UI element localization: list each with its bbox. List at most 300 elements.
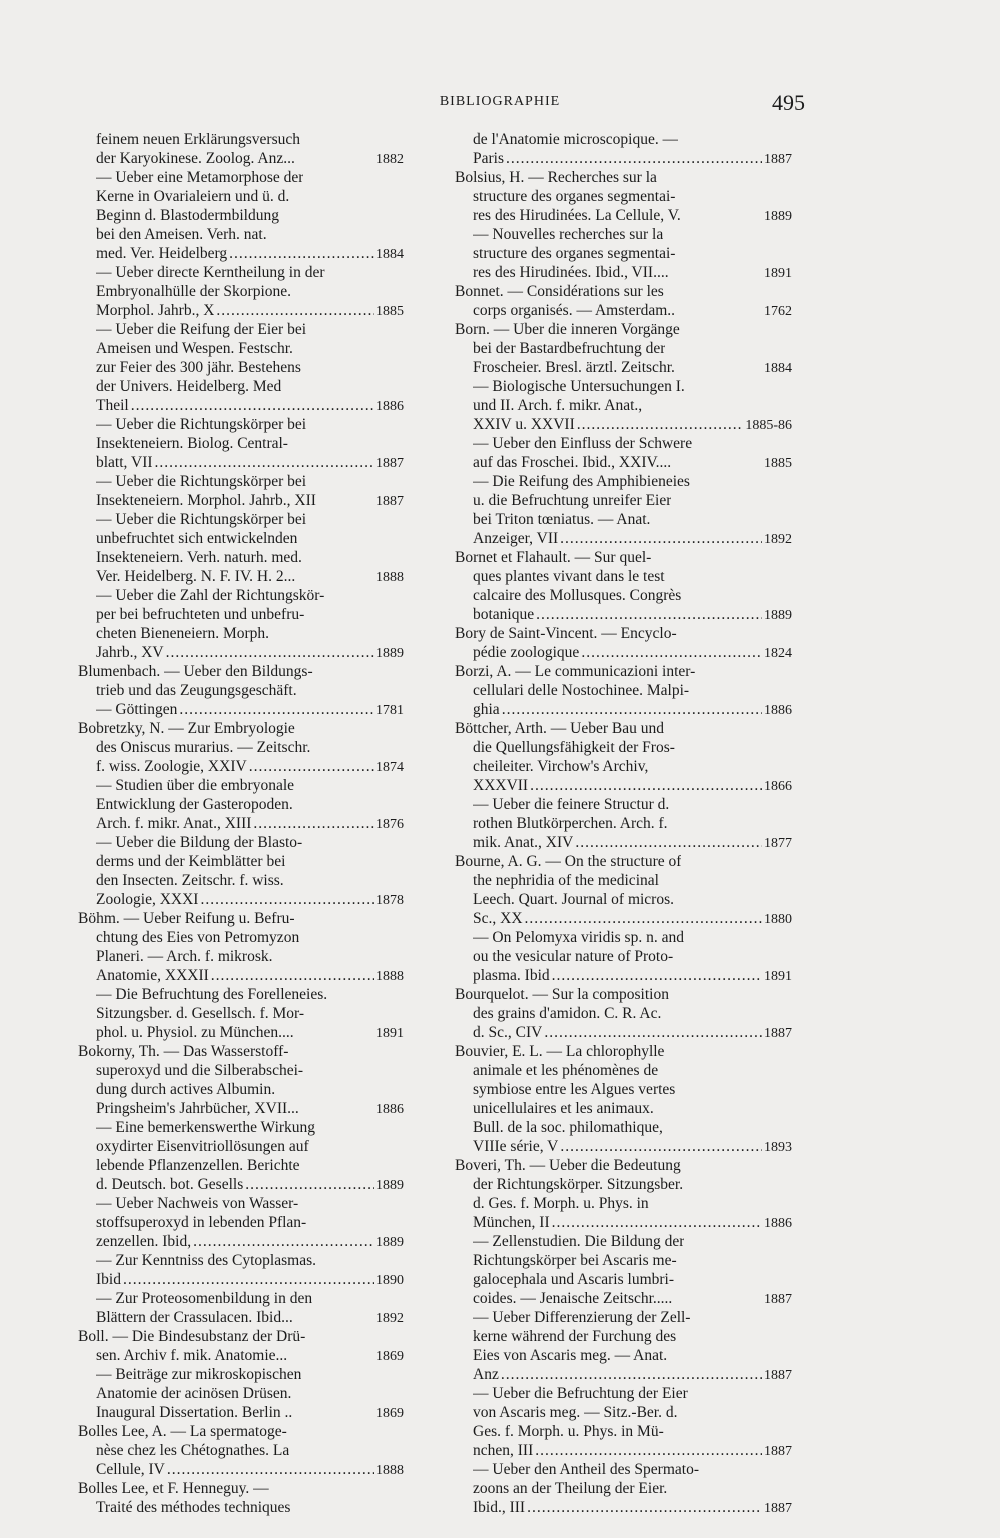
entry-text: Froscheier. Bresl. ärztl. Zeitschr.	[473, 359, 675, 376]
bibliography-line	[455, 567, 792, 586]
bibliography-line	[78, 320, 404, 339]
bibliography-line	[78, 453, 404, 472]
bibliography-line	[78, 1460, 404, 1479]
bibliography-line	[78, 282, 404, 301]
bibliography-line	[455, 187, 792, 206]
entry-text: — Zellenstudien. Die Bildung der	[473, 1233, 685, 1250]
entry-text: d. Ges. f. Morph. u. Phys. in	[473, 1195, 649, 1212]
bibliography-line	[455, 928, 792, 947]
bibliography-line	[455, 1080, 792, 1099]
entry-text: res des Hirudinées. Ibid., VII....	[473, 264, 669, 281]
leader-dots	[560, 1137, 762, 1156]
bibliography-line	[455, 738, 792, 757]
bibliography-line	[455, 301, 792, 320]
bibliography-line	[78, 358, 404, 377]
bibliography-line	[78, 985, 404, 1004]
entry-text: Leech. Quart. Journal of micros.	[473, 891, 675, 908]
bibliography-line	[78, 624, 404, 643]
entry-text: — Zur Kenntniss des Cytoplasmas.	[96, 1252, 316, 1269]
entry-text: Jahrb., XV	[96, 644, 164, 661]
entry-text: animale et les phénomènes de	[473, 1062, 659, 1079]
entry-text: de l'Anatomie microscopique. —	[473, 131, 679, 148]
entry-text: the nephridia of the medicinal	[473, 872, 659, 889]
bibliography-line	[455, 282, 792, 301]
entry-text: auf das Froschei. Ibid., XXIV....	[473, 454, 672, 471]
entry-text: Ver. Heidelberg. N. F. IV. H. 2...	[96, 568, 296, 585]
bibliography-line	[455, 1422, 792, 1441]
bibliography-line	[455, 852, 792, 871]
entry-text: der Karyokinese. Zoolog. Anz...	[96, 150, 295, 167]
entry-year: 1893	[764, 1140, 792, 1155]
bibliography-line	[455, 1099, 792, 1118]
bibliography-line	[78, 1498, 404, 1517]
entry-text: — Nouvelles recherches sur la	[473, 226, 664, 243]
bibliography-line	[455, 1061, 792, 1080]
entry-year: 1762	[764, 304, 792, 319]
bibliography-line	[78, 149, 404, 168]
entry-text: ques plantes vivant dans le test	[473, 568, 665, 585]
bibliography-line	[455, 947, 792, 966]
bibliography-line	[455, 434, 792, 453]
entry-year: 1886	[376, 1102, 404, 1117]
leader-dots	[527, 1498, 762, 1517]
bibliography-line	[455, 1042, 792, 1061]
entry-text: symbiose entre les Algues vertes	[473, 1081, 676, 1098]
entry-text: Ges. f. Morph. u. Phys. in Mü-	[473, 1423, 664, 1440]
entry-text: Bull. de la soc. philomathique,	[473, 1119, 663, 1136]
entry-year: 1874	[376, 760, 404, 775]
leader-dots	[155, 453, 374, 472]
entry-text: zoons an der Theilung der Eier.	[473, 1480, 668, 1497]
bibliography-line	[455, 1194, 792, 1213]
entry-year: 1887	[764, 1501, 792, 1516]
entry-text: Bobretzky, N. — Zur Embryologie	[78, 720, 295, 737]
entry-text: trieb und das Zeugungsgeschäft.	[96, 682, 297, 699]
entry-text: Bokorny, Th. — Das Wasserstoff-	[78, 1043, 289, 1060]
entry-text: — Ueber die Bildung der Blasto-	[96, 834, 303, 851]
bibliography-line	[455, 510, 792, 529]
bibliography-line	[78, 529, 404, 548]
bibliography-line	[455, 1479, 792, 1498]
bibliography-line	[455, 1023, 792, 1042]
entry-text: — Beiträge zur mikroskopischen	[96, 1366, 302, 1383]
entry-year: 1887	[764, 1026, 792, 1041]
bibliography-line	[78, 814, 404, 833]
entry-text: Bourne, A. G. — On the structure of	[455, 853, 682, 870]
bibliography-line	[455, 757, 792, 776]
entry-text: structure des organes segmentai-	[473, 188, 676, 205]
bibliography-line	[455, 871, 792, 890]
entry-year: 1884	[376, 247, 404, 262]
entry-year: 1887	[764, 1444, 792, 1459]
bibliography-line	[78, 301, 404, 320]
entry-text: coides. — Jenaische Zeitschr.....	[473, 1290, 673, 1307]
entry-text: Anatomie der acinösen Drüsen.	[96, 1385, 292, 1402]
entry-text: Inaugural Dissertation. Berlin ..	[96, 1404, 293, 1421]
bibliography-line	[78, 377, 404, 396]
bibliography-line	[455, 377, 792, 396]
leader-dots	[249, 757, 374, 776]
bibliography-line	[78, 776, 404, 795]
entry-text: XXIV u. XXVII	[473, 416, 575, 433]
leader-dots	[216, 301, 374, 320]
entry-text: galocephala und Ascaris lumbri-	[473, 1271, 675, 1288]
entry-text: — Biologische Untersuchungen I.	[473, 378, 685, 395]
entry-text: superoxyd und die Silberabschei-	[96, 1062, 304, 1079]
entry-year: 1889	[376, 1235, 404, 1250]
bibliography-line	[455, 966, 792, 985]
bibliography-line	[78, 1232, 404, 1251]
entry-year: 1878	[376, 893, 404, 908]
leader-dots	[552, 966, 762, 985]
entry-text: Arch. f. mikr. Anat., XIII	[96, 815, 252, 832]
bibliography-line	[455, 605, 792, 624]
entry-year: 1892	[764, 532, 792, 547]
bibliography-line	[455, 700, 792, 719]
entry-year: 1866	[764, 779, 792, 794]
leader-dots	[552, 1213, 762, 1232]
entry-text: Böhm. — Ueber Reifung u. Befru-	[78, 910, 295, 927]
entry-year: 1882	[376, 152, 404, 167]
entry-text: corps organisés. — Amsterdam..	[473, 302, 676, 319]
entry-year: 1891	[764, 266, 792, 281]
entry-text: cellulari delle Nostochinee. Malpi-	[473, 682, 690, 699]
bibliography-line	[78, 1365, 404, 1384]
bibliography-line	[78, 928, 404, 947]
entry-text: sen. Archiv f. mik. Anatomie...	[96, 1347, 288, 1364]
entry-text: Entwicklung der Gasteropoden.	[96, 796, 293, 813]
leader-dots	[193, 1232, 374, 1251]
entry-text: u. die Befruchtung unreifer Eier	[473, 492, 672, 509]
bibliography-line	[455, 415, 792, 434]
entry-text: ghia	[473, 701, 500, 718]
bibliography-line	[455, 909, 792, 928]
bibliography-line	[78, 1403, 404, 1422]
bibliography-line	[78, 263, 404, 282]
bibliography-line	[78, 510, 404, 529]
bibliography-line	[455, 776, 792, 795]
entry-text: oxydirter Eisenvitriollösungen auf	[96, 1138, 309, 1155]
entry-year: 1781	[376, 703, 404, 718]
leader-dots	[501, 1365, 762, 1384]
entry-text: stoffsuperoxyd in lebenden Pflan-	[96, 1214, 307, 1231]
entry-text: die Quellungsfähigkeit der Fros-	[473, 739, 675, 756]
entry-text: Sitzungsber. d. Gesellsch. f. Mor-	[96, 1005, 305, 1022]
bibliography-line	[78, 681, 404, 700]
bibliography-line	[78, 586, 404, 605]
entry-year: 1885	[376, 304, 404, 319]
entry-text: Pringsheim's Jahrbücher, XVII...	[96, 1100, 299, 1117]
entry-year: 1885-86	[745, 418, 792, 433]
leader-dots	[229, 244, 374, 263]
bibliography-line	[455, 1118, 792, 1137]
leader-dots	[536, 605, 762, 624]
bibliography-line	[455, 1270, 792, 1289]
entry-year: 1889	[376, 646, 404, 661]
entry-text: Cellule, IV	[96, 1461, 165, 1478]
leader-dots	[200, 890, 374, 909]
entry-text: Planeri. — Arch. f. mikrosk.	[96, 948, 273, 965]
bibliography-line	[455, 472, 792, 491]
entry-text: — Ueber die Reifung der Eier bei	[96, 321, 307, 338]
entry-text: zenzellen. Ibid,	[96, 1233, 192, 1250]
page-number: 495	[772, 90, 805, 115]
entry-text: mik. Anat., XIV	[473, 834, 574, 851]
bibliography-line	[78, 1194, 404, 1213]
entry-text: Böttcher, Arth. — Ueber Bau und	[455, 720, 665, 737]
leader-dots	[166, 643, 374, 662]
entry-text: nèse chez les Chétognathes. La	[96, 1442, 290, 1459]
bibliography-line	[78, 871, 404, 890]
entry-text: Eies von Ascaris meg. — Anat.	[473, 1347, 668, 1364]
bibliography-line	[455, 1365, 792, 1384]
entry-text: plasma. Ibid	[473, 967, 550, 984]
entry-text: cheileiter. Virchow's Archiv,	[473, 758, 649, 775]
entry-text: der Univers. Heidelberg. Med	[96, 378, 282, 395]
bibliography-line	[78, 434, 404, 453]
entry-text: Insekteneiern. Morphol. Jahrb., XII	[96, 492, 316, 509]
bibliography-line	[78, 738, 404, 757]
bibliography-line	[78, 947, 404, 966]
bibliography-line	[78, 548, 404, 567]
entry-text: — Göttingen	[96, 701, 178, 718]
bibliography-line	[455, 491, 792, 510]
bibliography-line	[455, 624, 792, 643]
entry-text: Richtungskörper bei Ascaris me-	[473, 1252, 677, 1269]
bibliography-line	[78, 1479, 404, 1498]
bibliography-line	[78, 244, 404, 263]
bibliography-line	[455, 320, 792, 339]
bibliography-line	[78, 1308, 404, 1327]
bibliography-line	[78, 852, 404, 871]
entry-text: d. Sc., CIV	[473, 1024, 543, 1041]
bibliography-line	[455, 814, 792, 833]
entry-text: blatt, VII	[96, 454, 153, 471]
bibliography-line	[455, 1327, 792, 1346]
entry-year: 1884	[764, 361, 792, 376]
entry-text: Bourquelot. — Sur la composition	[455, 986, 669, 1003]
leader-dots	[502, 700, 762, 719]
running-header: BIBLIOGRAPHIE	[439, 94, 561, 109]
entry-text: bei den Ameisen. Verh. nat.	[96, 226, 267, 243]
bibliography-line	[78, 1175, 404, 1194]
entry-year: 1869	[376, 1406, 404, 1421]
entry-text: XXXVII	[473, 777, 529, 794]
entry-text: — Zur Proteosomenbildung in den	[96, 1290, 313, 1307]
bibliography-line	[78, 719, 404, 738]
entry-text: structure des organes segmentai-	[473, 245, 676, 262]
entry-text: Blättern der Crassulacen. Ibid...	[96, 1309, 293, 1326]
entry-text: — Ueber Differenzierung der Zell-	[473, 1309, 691, 1326]
leader-dots	[179, 700, 374, 719]
bibliography-line	[78, 1023, 404, 1042]
entry-text: — Ueber die Richtungskörper bei	[96, 416, 307, 433]
bibliography-line	[78, 396, 404, 415]
entry-text: Sc., XX	[473, 910, 523, 927]
entry-text: cheten Bieneneiern. Morph.	[96, 625, 270, 642]
entry-text: — Studien über die embryonale	[96, 777, 295, 794]
entry-year: 1888	[376, 969, 404, 984]
entry-text: ou the vesicular nature of Proto-	[473, 948, 674, 965]
leader-dots	[530, 776, 762, 795]
entry-text: nchen, III	[473, 1442, 534, 1459]
entry-text: Bouvier, E. L. — La chlorophylle	[455, 1043, 665, 1060]
entry-text: per bei befruchteten und unbefru-	[96, 606, 305, 623]
leader-dots	[211, 966, 374, 985]
entry-text: calcaire des Mollusques. Congrès	[473, 587, 682, 604]
entry-text: Insekteneiern. Verh. naturh. med.	[96, 549, 302, 566]
entry-text: Bonnet. — Considérations sur les	[455, 283, 664, 300]
bibliography-line	[78, 1118, 404, 1137]
leader-dots	[167, 1460, 374, 1479]
entry-text: — Ueber die Richtungskörper bei	[96, 473, 307, 490]
leader-dots	[560, 529, 762, 548]
bibliography-line	[78, 757, 404, 776]
bibliography-line	[78, 1099, 404, 1118]
bibliography-line	[455, 833, 792, 852]
entry-text: Traité des méthodes techniques	[96, 1499, 291, 1516]
bibliography-line	[78, 833, 404, 852]
bibliography-line	[78, 605, 404, 624]
entry-text: chtung des Eies von Petromyzon	[96, 929, 300, 946]
bibliography-line	[78, 1422, 404, 1441]
bibliography-line	[455, 396, 792, 415]
bibliography-line	[78, 168, 404, 187]
entry-text: — Ueber die Zahl der Richtungskör-	[96, 587, 325, 604]
entry-year: 1892	[376, 1311, 404, 1326]
entry-year: 1869	[376, 1349, 404, 1364]
entry-text: phol. u. Physiol. zu München....	[96, 1024, 294, 1041]
bibliography-line	[455, 1346, 792, 1365]
entry-text: — Ueber directe Kerntheilung in der	[96, 264, 325, 281]
bibliography-line	[78, 909, 404, 928]
bibliography-line	[455, 1004, 792, 1023]
entry-text: Ibid	[96, 1271, 121, 1288]
entry-text: — Die Reifung des Amphibieneies	[473, 473, 690, 490]
entry-year: 1824	[764, 646, 792, 661]
bibliography-line	[78, 1327, 404, 1346]
bibliography-line	[78, 1042, 404, 1061]
bibliography-line	[78, 1289, 404, 1308]
bibliography-line	[78, 1156, 404, 1175]
bibliography-line	[455, 529, 792, 548]
bibliography-line	[455, 1232, 792, 1251]
entry-text: — Ueber den Antheil des Spermato-	[473, 1461, 699, 1478]
entry-text: Zoologie, XXXI	[96, 891, 199, 908]
bibliography-line	[455, 1156, 792, 1175]
entry-text: rothen Blutkörperchen. Arch. f.	[473, 815, 668, 832]
entry-text: Blumenbach. — Ueber den Bildungs-	[78, 663, 313, 680]
bibliography-line	[455, 225, 792, 244]
bibliography-line	[455, 1403, 792, 1422]
bibliography-line	[78, 339, 404, 358]
entry-year: 1889	[764, 608, 792, 623]
entry-text: derms und der Keimblätter bei	[96, 853, 286, 870]
bibliography-line	[78, 662, 404, 681]
bibliography-line	[455, 358, 792, 377]
entry-text: Theil	[96, 397, 129, 414]
bibliography-line	[78, 415, 404, 434]
leader-dots	[535, 1441, 762, 1460]
entry-text: Insekteneiern. Biolog. Central-	[96, 435, 288, 452]
bibliography-line	[455, 1289, 792, 1308]
bibliography-line	[455, 985, 792, 1004]
bibliography-line	[455, 453, 792, 472]
bibliography-line	[455, 1498, 792, 1517]
bibliography-line	[78, 472, 404, 491]
bibliography-line	[78, 1441, 404, 1460]
entry-year: 1891	[764, 969, 792, 984]
entry-text: Born. — Uber die inneren Vorgänge	[455, 321, 680, 338]
entry-year: 1887	[376, 456, 404, 471]
bibliography-line	[455, 1308, 792, 1327]
bibliography-line	[78, 130, 404, 149]
entry-text: von Ascaris meg. — Sitz.-Ber. d.	[473, 1404, 678, 1421]
entry-text: München, II	[473, 1214, 550, 1231]
entry-text: — Die Befruchtung des Forelleneies.	[96, 986, 328, 1003]
leader-dots	[581, 643, 762, 662]
entry-text: des grains d'amidon. C. R. Ac.	[473, 1005, 662, 1022]
entry-year: 1889	[764, 209, 792, 224]
bibliography-line	[78, 643, 404, 662]
leader-dots	[131, 396, 374, 415]
entry-text: der Richtungskörper. Sitzungsber.	[473, 1176, 684, 1193]
bibliography-line	[455, 681, 792, 700]
bibliography-line	[78, 1346, 404, 1365]
bibliography-line	[78, 491, 404, 510]
entry-year: 1886	[764, 1216, 792, 1231]
bibliography-line	[455, 1384, 792, 1403]
bibliography-line	[78, 1080, 404, 1099]
entry-text: zur Feier des 300 jähr. Bestehens	[96, 359, 301, 376]
entry-text: f. wiss. Zoologie, XXIV	[96, 758, 247, 775]
leader-dots	[253, 814, 374, 833]
entry-text: bei Triton tœniatus. — Anat.	[473, 511, 651, 528]
entry-text: Bolles Lee, A. — La spermatoge-	[78, 1423, 287, 1440]
entry-text: feinem neuen Erklärungsversuch	[96, 131, 301, 148]
entry-year: 1887	[764, 1292, 792, 1307]
bibliography-line	[78, 206, 404, 225]
bibliography-line	[455, 263, 792, 282]
bibliography-line	[455, 1175, 792, 1194]
bibliography-line	[455, 1460, 792, 1479]
entry-text: d. Deutsch. bot. Gesells	[96, 1176, 244, 1193]
bibliography-line	[78, 1251, 404, 1270]
bibliography-line	[78, 1061, 404, 1080]
entry-text: — Ueber den Einfluss der Schwere	[473, 435, 693, 452]
bibliography-line	[78, 187, 404, 206]
bibliography-line	[455, 662, 792, 681]
bibliography-line	[455, 586, 792, 605]
entry-text: botanique	[473, 606, 535, 623]
entry-text: unicellulaires et les animaux.	[473, 1100, 654, 1117]
bibliography-line	[78, 966, 404, 985]
entry-text: — On Pelomyxa viridis sp. n. and	[473, 929, 684, 946]
bibliography-line	[78, 890, 404, 909]
entry-year: 1876	[376, 817, 404, 832]
entry-year: 1887	[764, 152, 792, 167]
entry-year: 1880	[764, 912, 792, 927]
entry-text: dung durch actives Albumin.	[96, 1081, 276, 1098]
entry-text: Embryonalhülle der Skorpione.	[96, 283, 291, 300]
entry-text: Paris	[473, 150, 504, 167]
entry-text: unbefruchtet sich entwickelnden	[96, 530, 298, 547]
entry-year: 1885	[764, 456, 792, 471]
bibliography-line	[78, 1270, 404, 1289]
entry-text: Beginn d. Blastodermbildung	[96, 207, 279, 224]
bibliography-line	[455, 244, 792, 263]
bibliography-line	[455, 149, 792, 168]
